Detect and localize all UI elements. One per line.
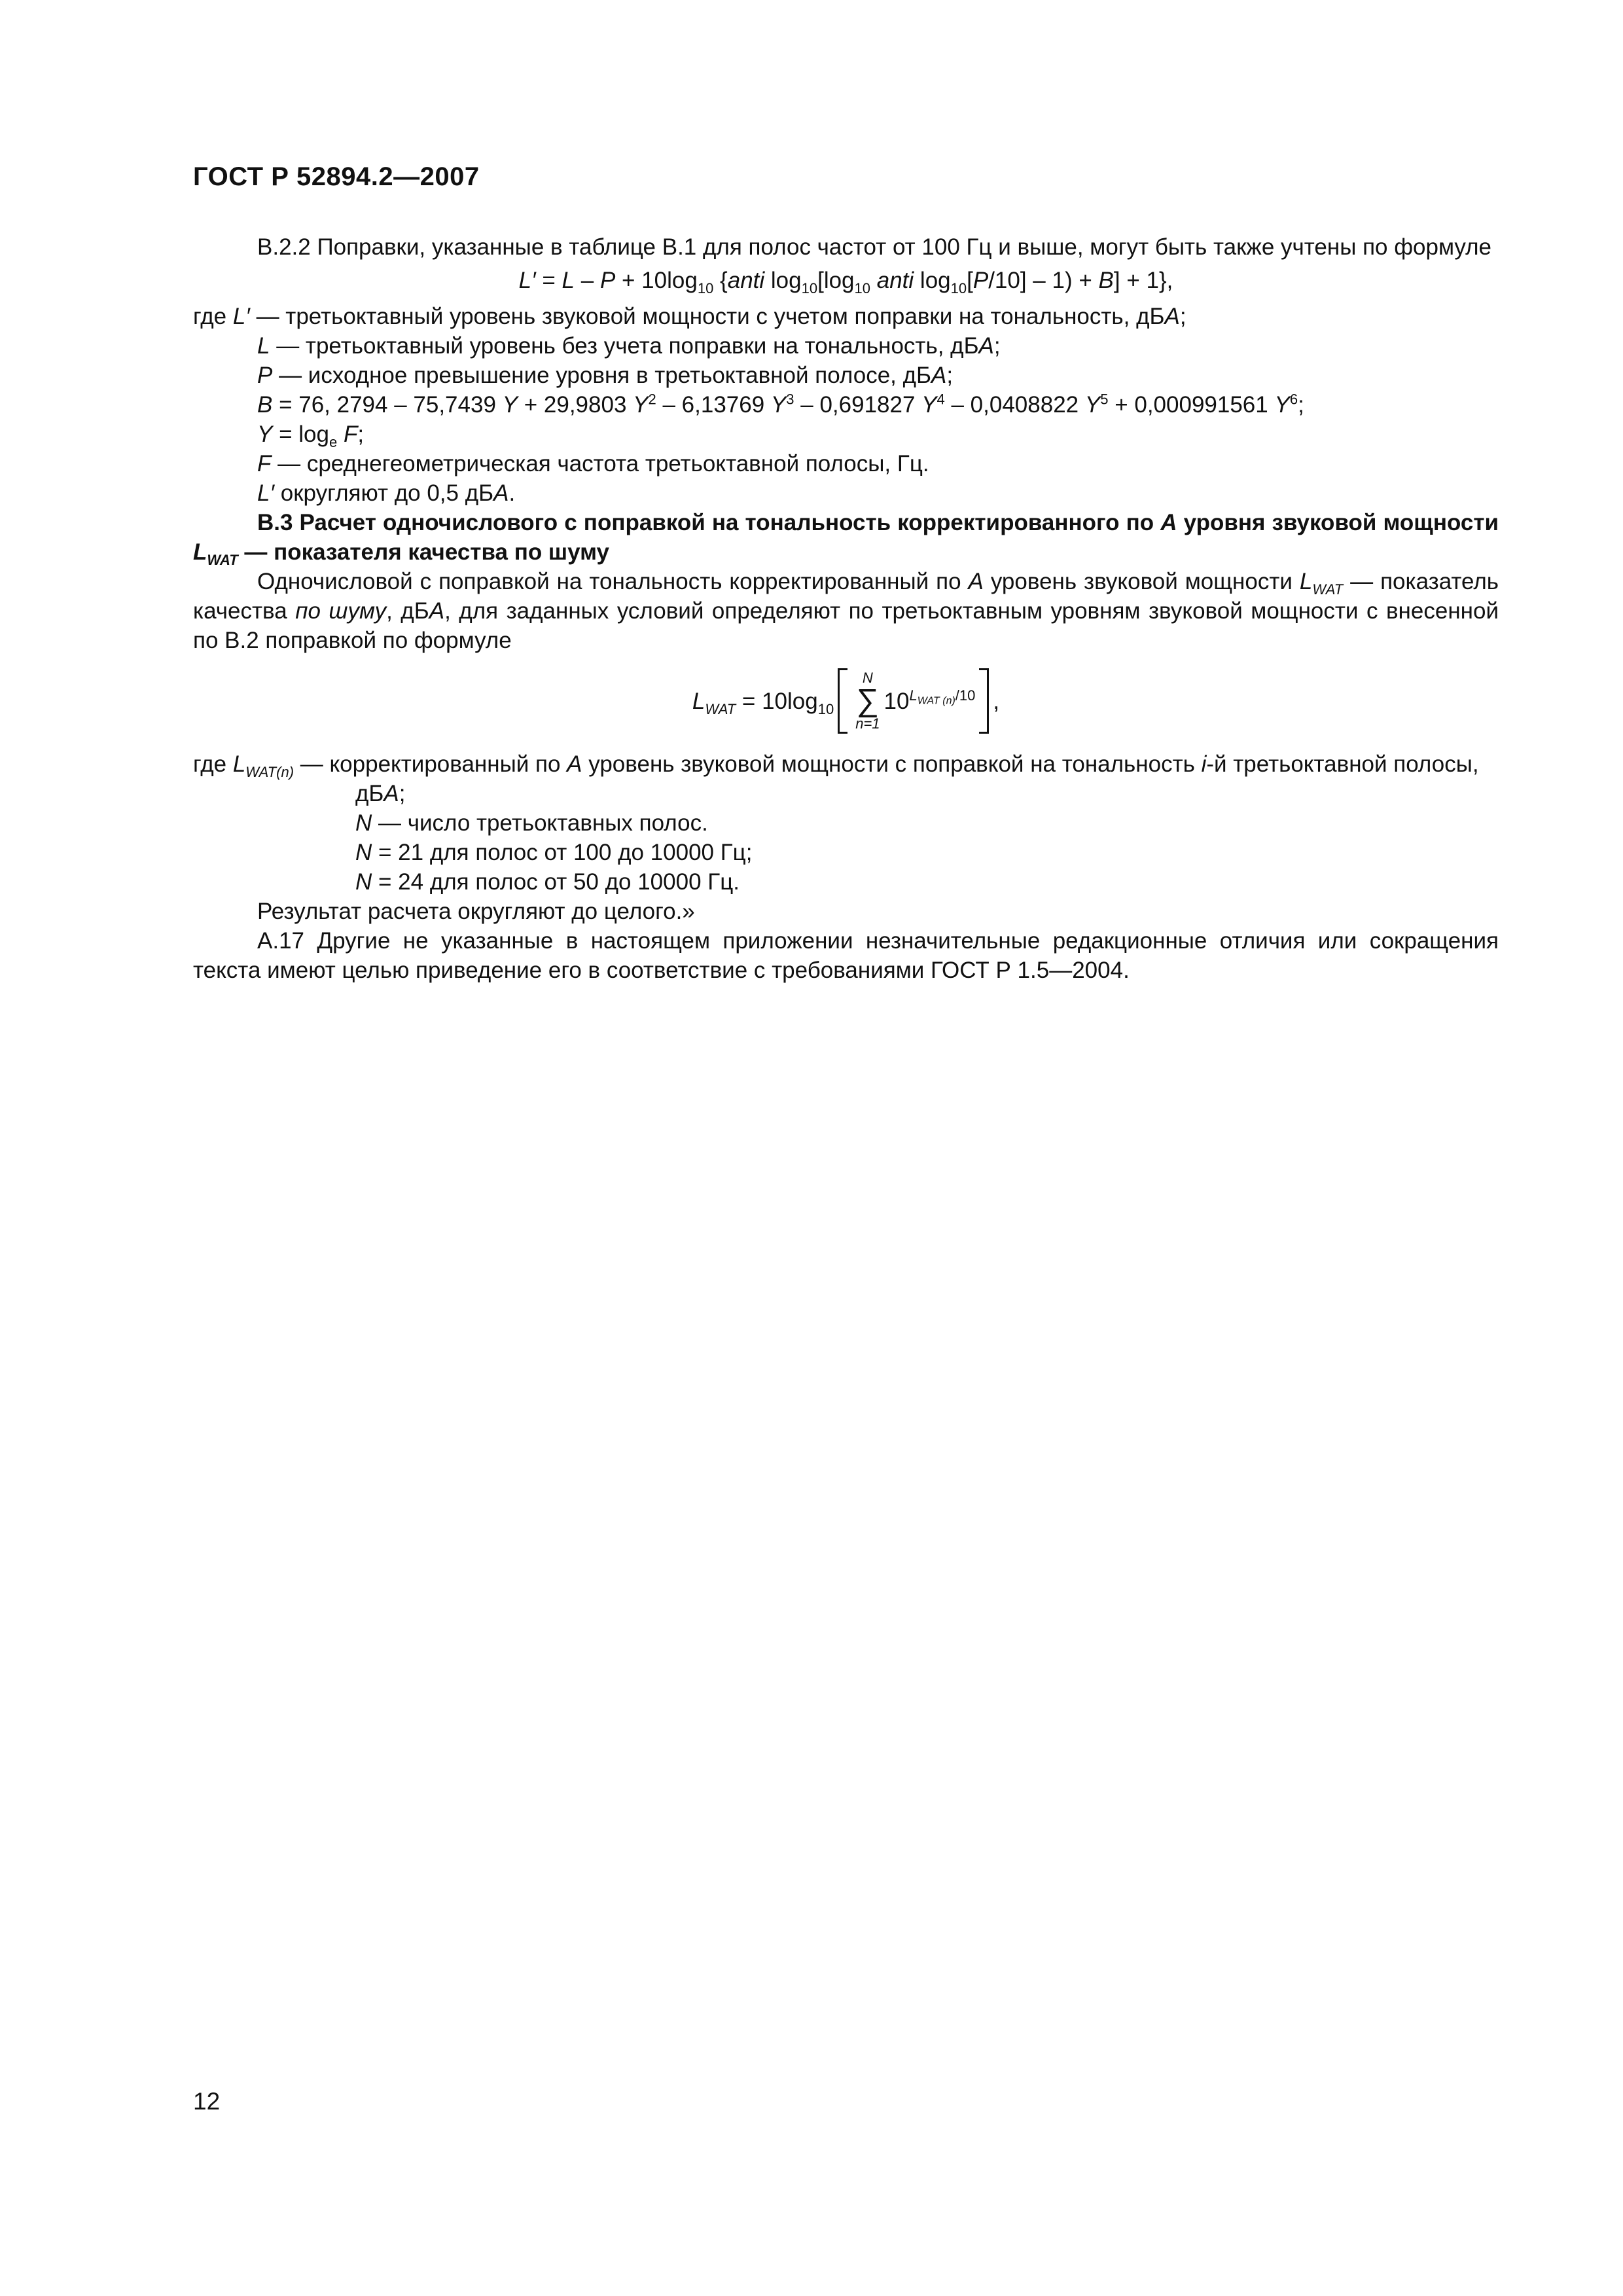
paragraph-b22: В.2.2 Поправки, указанные в таблице В.1 для полос частот от 100 Гц и выше, могут быть также учтены по формуле — [257, 234, 1492, 260]
document-body — [193, 232, 1499, 985]
left-bracket — [838, 668, 847, 734]
result-rounding-line: Результат расчета округляют до целого.» — [257, 899, 695, 924]
paragraph-b3: Одночисловой с поправкой на тональность корректированный по А уровень звуковой мощности $L_{WAT}$ — показатель качества по шуму, дБА, для заданных условий определяют по третьоктавным уровням звуковой мощности с внесенной по В.2 поправкой по формуле — [193, 569, 1499, 653]
paragraph-a17: А.17 Другие не указанные в настоящем приложении незначительные редакционные отличия или сокращения текста имеют целью приведение его в соответствие с требованиями ГОСТ Р 1.5—2004. — [193, 928, 1499, 983]
definition-l-prime: где L′ — третьоктавный уровень звуковой мощности с учетом поправки на тональность, дБА; — [193, 304, 1186, 329]
rounding-note-l-prime: L′ округляют до 0,5 дБА. — [257, 480, 516, 506]
definition-f: F — среднегеометрическая частота третьоктавной полосы, Гц. — [257, 451, 929, 476]
definition-n-24: N = 24 для полос от 50 до 10000 Гц. — [355, 869, 740, 895]
definition-n: N — число третьоктавных полос. — [355, 810, 708, 836]
definition-l: L — третьоктавный уровень без учета поправки на тональность, дБА; — [257, 333, 1001, 359]
definition-lwat-n: где $L_{WAT(n)}$ — корректированный по А уровень звуковой мощности с поправкой на тональность i-й третьоктавной полосы, дБА; — [193, 751, 1479, 806]
section-heading-b3: В.3 Расчет одночислового с поправкой на тональность корректированного по А уровня звуковой мощности $L_{WAT}$ — показателя качества по шуму — [193, 510, 1499, 568]
formula-single-number-level: $L_{WAT} = 10\log_{10}$ N ∑ n=1 $10^{L_{WAT (n)}/10}$ , — [193, 668, 1499, 734]
definition-p: P — исходное превышение уровня в третьоктавной полосе, дБА; — [257, 363, 954, 388]
summation-sign: N ∑ n=1 — [855, 670, 880, 732]
definition-b: B = 76, 2794 – 75,7439 Y + 29,9803 $Y^2 - 6,13769$ $Y^3 - 0,691827$ $Y^4 - 0,0408822$ $Y^5 + 0,000991561$ $Y^6$; — [257, 391, 1304, 418]
definition-y: $Y = \log_e F$; — [257, 422, 365, 450]
definition-n-21: N = 21 для полос от 100 до 10000 Гц; — [355, 840, 753, 865]
document-header: ГОСТ Р 52894.2—2007 — [193, 162, 480, 191]
formula-corrected-level: $L' = L - P + 10\log_{10}$ {anti $\log_{10}[\log_{10}$ anti $\log_{10}[P/10] - 1) + B] + 1$}, — [518, 268, 1173, 296]
right-bracket — [979, 668, 989, 734]
page-number: 12 — [193, 2088, 221, 2115]
